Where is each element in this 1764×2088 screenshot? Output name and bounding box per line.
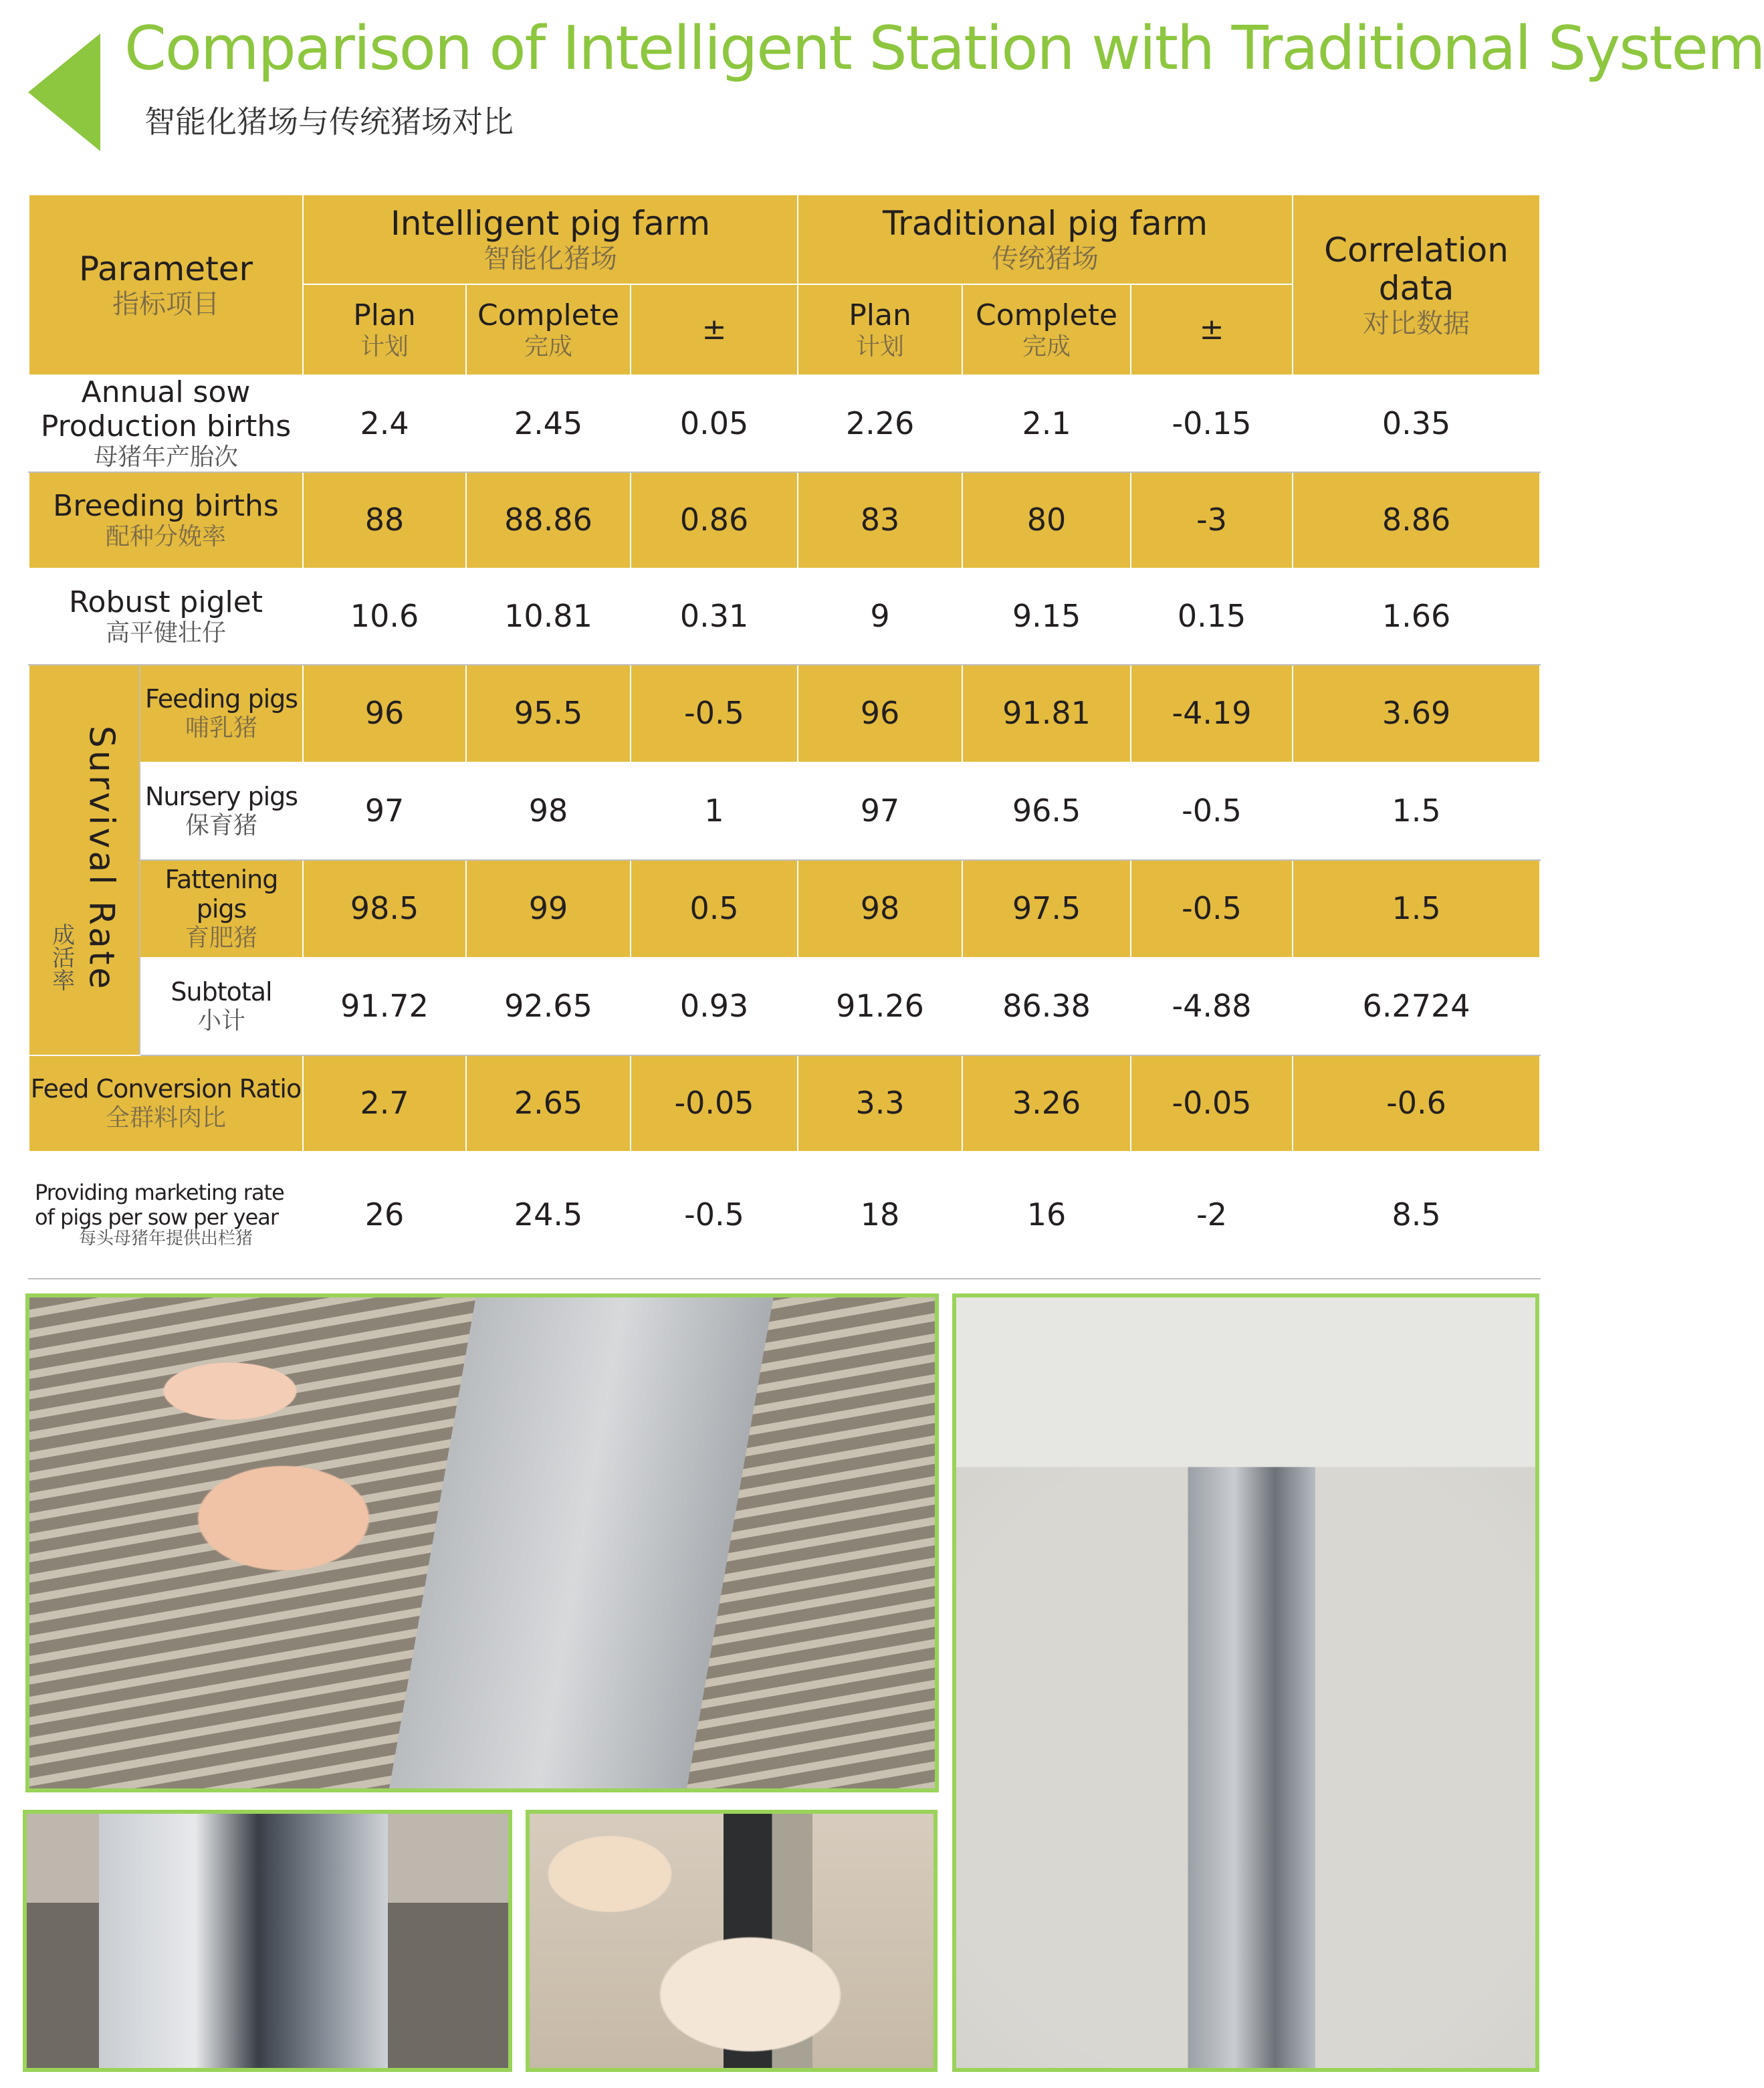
cell-value: 98 [798, 860, 962, 958]
cell-value: 2.26 [798, 375, 962, 472]
photo-barn-station-interior [952, 1293, 1539, 2072]
table-row [29, 375, 1540, 472]
cell-value: 3.69 [1293, 665, 1540, 762]
cell-value: 9.15 [962, 568, 1131, 665]
photo-pig-entering-station [526, 1810, 938, 2072]
cell-value: 88.86 [466, 472, 631, 568]
subheader-complete: Complete 完成 [466, 284, 631, 375]
cell-value: -4.19 [1131, 665, 1293, 762]
header-intelligent-farm: Intelligent pig farm 智能化猪场 [303, 195, 798, 284]
cell-value: 96 [303, 665, 466, 762]
cell-value: 98.5 [303, 860, 466, 958]
cell-value: 97 [303, 762, 466, 860]
cell-value: -0.5 [631, 665, 798, 762]
cell-value: 91.72 [303, 958, 466, 1055]
cell-value: -0.05 [1131, 1055, 1293, 1152]
page-subtitle: 智能化猪场与传统猪场对比 [144, 104, 514, 140]
cell-value: 8.5 [1293, 1152, 1540, 1279]
table-row [29, 860, 1540, 958]
table-row [29, 1152, 1540, 1279]
cell-value: 2.4 [303, 375, 466, 472]
cell-value: 91.26 [798, 958, 962, 1055]
row-label: Nursery pigs 保育猪 [140, 762, 303, 860]
table-row [29, 958, 1540, 1055]
row-label: Subtotal 小计 [140, 958, 303, 1055]
header-parameter: Parameter 指标项目 [29, 195, 303, 375]
cell-value: -0.5 [1131, 860, 1293, 958]
subheader-plus-minus: ± [631, 284, 798, 375]
cell-value: 86.38 [962, 958, 1131, 1055]
cell-value: 24.5 [466, 1152, 631, 1279]
cell-value: 80 [962, 472, 1131, 568]
cell-value: 0.86 [631, 472, 798, 568]
cell-value: 88 [303, 472, 466, 568]
cell-value: 96.5 [962, 762, 1131, 860]
header-traditional-farm: Traditional pig farm 传统猪场 [798, 195, 1293, 284]
cell-value: 18 [798, 1152, 962, 1279]
cell-value: 95.5 [466, 665, 631, 762]
cell-value: 91.81 [962, 665, 1131, 762]
cell-value: 0.35 [1293, 375, 1540, 472]
subheader-complete: Complete 完成 [962, 284, 1131, 375]
cell-value: 2.65 [466, 1055, 631, 1152]
cell-value: 0.5 [631, 860, 798, 958]
cell-value: -0.05 [631, 1055, 798, 1152]
cell-value: 2.7 [303, 1055, 466, 1152]
cell-value: -2 [1131, 1152, 1293, 1279]
cell-value: 1.5 [1293, 762, 1540, 860]
subheader-plan: Plan 计划 [798, 284, 962, 375]
table-row [29, 762, 1540, 860]
cell-value: 2.45 [466, 375, 631, 472]
table-row [29, 1055, 1540, 1152]
cell-value: 1.5 [1293, 860, 1540, 958]
cell-value: -0.15 [1131, 375, 1293, 472]
cell-value: 0.31 [631, 568, 798, 665]
row-label: Breeding births 配种分娩率 [29, 472, 303, 568]
cell-value: -0.6 [1293, 1055, 1540, 1152]
cell-value: 2.1 [962, 375, 1131, 472]
cell-value: 6.2724 [1293, 958, 1540, 1055]
row-label: Providing marketing rate of pigs per sow per year 每头母猪年提供出栏猪 [29, 1152, 303, 1279]
comparison-table [28, 194, 1541, 1279]
photo-pigs-feeding-station [25, 1293, 939, 1792]
cell-value: 0.15 [1131, 568, 1293, 665]
cell-value: 92.65 [466, 958, 631, 1055]
row-label: Annual sow Production births 母猪年产胎次 [29, 375, 303, 472]
cell-value: 8.86 [1293, 472, 1540, 568]
cell-value: 98 [466, 762, 631, 860]
header-correlation-data: Correlation data 对比数据 [1293, 195, 1540, 375]
cell-value: 10.6 [303, 568, 466, 665]
row-label: Fattening pigs 育肥猪 [140, 860, 303, 958]
table-row [29, 665, 1540, 762]
cell-value: -0.5 [631, 1152, 798, 1279]
cell-value: 1 [631, 762, 798, 860]
photo-station-unit [23, 1810, 512, 2072]
cell-value: 0.93 [631, 958, 798, 1055]
cell-value: -3 [1131, 472, 1293, 568]
cell-value: 3.3 [798, 1055, 962, 1152]
cell-value: 1.66 [1293, 568, 1540, 665]
cell-value: -0.5 [1131, 762, 1293, 860]
row-label: Robust piglet 高平健壮仔 [29, 568, 303, 665]
row-label: Feed Conversion Ratio 全群料肉比 [29, 1055, 303, 1152]
cell-value: 83 [798, 472, 962, 568]
row-label: Feeding pigs 哺乳猪 [140, 665, 303, 762]
page-title: Comparison of Intelligent Station with Traditional System [124, 13, 1764, 84]
cell-value: 3.26 [962, 1055, 1131, 1152]
cell-value: 16 [962, 1152, 1131, 1279]
cell-value: 0.05 [631, 375, 798, 472]
subheader-plan: Plan 计划 [303, 284, 466, 375]
cell-value: 9 [798, 568, 962, 665]
cell-value: 26 [303, 1152, 466, 1279]
table-row [29, 472, 1540, 568]
cell-value: 97.5 [962, 860, 1131, 958]
subheader-plus-minus: ± [1131, 284, 1293, 375]
survival-rate-label: 成活率 Survival Rate [29, 665, 140, 1055]
cell-value: 97 [798, 762, 962, 860]
cell-value: -4.88 [1131, 958, 1293, 1055]
cell-value: 99 [466, 860, 631, 958]
cell-value: 10.81 [466, 568, 631, 665]
table-row [29, 568, 1540, 665]
arrow-left-icon [28, 33, 100, 151]
cell-value: 96 [798, 665, 962, 762]
